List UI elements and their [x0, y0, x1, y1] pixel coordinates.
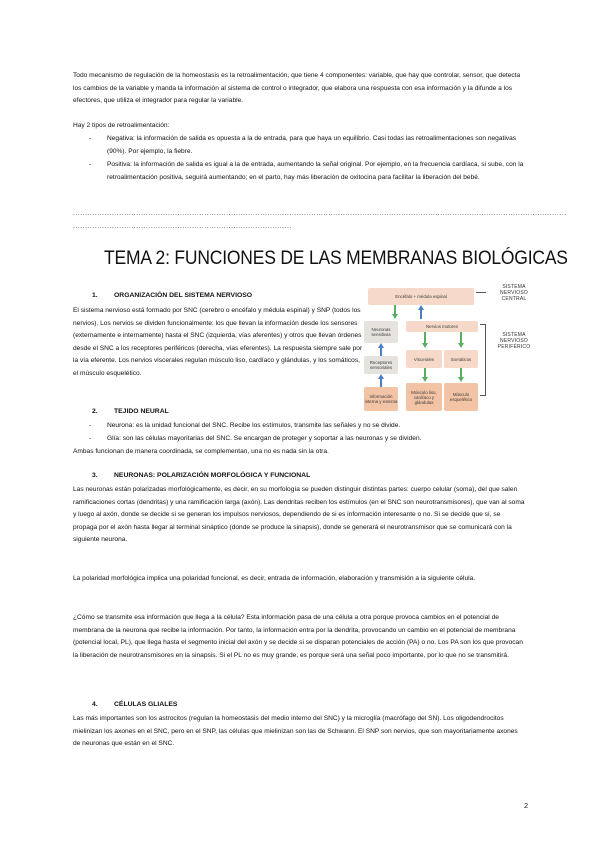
section-2-text: Ambas funcionan de manera coordinada, se complementan, una no es nada sin la otra.: [73, 448, 329, 455]
diagram-somatic-effectors-box: Músculo esquelético: [444, 383, 478, 411]
diagram-visceral-box: Viscerales: [406, 350, 442, 368]
dotted-separator-2: ..........................................................................................: [73, 223, 292, 230]
dotted-separator-1: ...........................................................................................................................................................................................................: [73, 210, 567, 217]
nervous-system-diagram: [364, 284, 541, 415]
section-3-number: 3.: [92, 472, 98, 479]
feedback-type-positive-text: Positiva: la información de salida es igual a la de entrada, aumentando la señal original. Por ejemplo, en la frecuencia cardíaca, si sube, con la retroalimentación positiva, seguirá aumentando; en el parto, hay más liberación de oxitocina para facilitar la liberación del bebé.: [107, 161, 524, 181]
section-3-paragraph-1: Las neuronas están polarizadas morfológicamente, es decir, en su morfología se pueden distinguir distintas partes: cuerpo celular (soma), del que salen ramificaciones cortas (dendritas) y una ramificación larga (axón). Las dendritas reciben los estímulos (en el SNC son neurotransmisores), que van al soma y luego al axón, donde se decide si se generan los impulsos nerviosos, dependiendo de si es información interesante o no. Si se decide que sí, se propaga por el axón hasta llegar al terminal sináptico (donde se produce la sinapsis), donde se generará el neurotransmisor que se comunicará con la siguiente neurona.: [73, 486, 525, 544]
section-3-paragraph-3: ¿Cómo se transmite esa información que llega a la célula? Esta información pasa de una célula a otra porque provoca cambios en el potencial de membrana de la neurona que recibe la información. Por tanto, la información entra por la dendrita, provocando un cambio en el potencial de membrana (potencial local, PL), que llega hasta el segmento inicial del axón y se decide si se disparan potenciales de acción (PA) o no. Los PA son los que provocan la liberación de neurotransmisores en la sinapsis. Si el PL no es muy grande, es porque será una señal poco importante, por lo que no se transmitirá.: [73, 614, 523, 659]
feedback-type-negative-text: Negativa: la información de salida es opuesta a la de entrada, para que haya un equilibrio. Casi todas las retroalimentaciones son negativas (90%). Por ejemplo, la fiebre.: [107, 135, 517, 155]
section-4-heading: [92, 701, 177, 708]
section-2-heading: [92, 408, 169, 415]
section-3-paragraph-2: La polaridad morfológica implica una polaridad funcional, es decir, entrada de información, elaboración y transmisión a la siguiente célula.: [73, 575, 476, 582]
diagram-label-pns: SISTEMA NERVIOSO PERIFÉRICO: [497, 332, 531, 350]
intro-paragraph: Todo mecanismo de regulación de la homeostasis es la retroalimentación, que tiene 4 componentes: variable, que hay que controlar, sensor, que detecta los cambios de la variable y manda la información al sistema de control o integrador, que elabora una respuesta con esa información y la difunde a los efectores, que utiliza el integrador para regular la variable.: [73, 72, 521, 105]
section-2-heading-text: TEJIDO NEURAL: [114, 408, 169, 415]
feedback-type-positive: - Positiva: la información de salida es igual a la de entrada, aumentando la señal original. Por ejemplo, en la frecuencia cardíaca, si sube, con la retroalimentación positiva, seguirá aumentando; en el parto, hay más liberación de oxitocina para facilitar la liberación del bebé.: [94, 159, 525, 184]
page-title: TEMA 2: FUNCIONES DE LAS MEMBRANAS BIOLÓGICAS: [104, 248, 568, 269]
feedback-type-negative: - Negativa: la información de salida es opuesta a la de entrada, para que haya un equilibrio. Casi todas las retroalimentaciones son negativas (90%). Por ejemplo, la fiebre.: [94, 133, 525, 158]
section-3-heading: [92, 472, 310, 479]
section-2-item-neurona-text: Neurona: es la unidad funcional del SNC. Recibe los estímulos, transmite las señales y no se divide.: [107, 422, 401, 429]
section-1-text: El sistema nervioso está formado por SNC (cerebro o encéfalo y médula espinal) y SNP (todos los nervios). Los nervios se dividen funcionalmente: los que llevan la información desde los sensores (externamente e internamente) hasta el SNC (izquierda, vías aferentes) y otros que llevan órdenes desde el SNC a los receptores periféricos (derecha, vías eferentes). La respuesta siempre sale por la vía eferente. Los nervios viscerales regulan músculo liso, cardíaco y glándulas, y los somáticos, el músculo esquelético.: [73, 307, 363, 377]
section-3-heading-text: NEURONAS: POLARIZACIÓN MORFOLÓGICA Y FUNCIONAL: [114, 472, 311, 479]
section-2-item-neurona: - Neurona: es la unidad funcional del SNC. Recibe los estímulos, transmite las señales y no se divide.: [94, 420, 525, 433]
diagram-label-cns: SISTEMA NERVIOSO CENTRAL: [500, 284, 528, 302]
feedback-types-title: Hay 2 tipos de retroalimentación:: [73, 122, 170, 129]
section-4-text: Las más importantes son los astrocitos (regulan la homeostasis del medio interno del SNC) y la microglía (macrófago del SN). Los oligodendrocitos mielinizan los axones en el SNC, pero en el SNP, las células que mielinizan son las de Schwann. El SNP son nervios, que son mayoritariamente axones de neuronas que están en el SNC.: [73, 715, 518, 748]
diagram-info-box: Información interna y externa: [364, 387, 398, 411]
section-2-item-glia-text: Glía: son las células mayoritarias del SNC. Se encargan de proteger y soportar a las neuronas y se dividen.: [107, 435, 422, 442]
page-number: 2: [524, 803, 528, 810]
diagram-motor-box: Nervios motores: [406, 321, 478, 332]
diagram-cns-box: Encéfalo + médula espinal: [368, 288, 474, 305]
diagram-somatic-box: Somáticos: [444, 350, 478, 368]
section-1-heading: [92, 292, 252, 299]
section-2-number: 2.: [92, 408, 98, 415]
section-4-number: 4.: [92, 701, 98, 708]
section-2-item-glia: - Glía: son las células mayoritarias del SNC. Se encargan de proteger y soportar a las neuronas y se dividen.: [94, 433, 525, 446]
section-1-heading-text: ORGANIZACIÓN DEL SISTEMA NERVIOSO: [114, 292, 253, 299]
section-4-heading-text: CÉLULAS GLIALES: [114, 701, 178, 708]
diagram-receptors-box: Receptores sensoriales: [364, 356, 398, 374]
diagram-sensory-box: Neuronas sensitivas: [364, 321, 398, 343]
section-1-number: 1.: [92, 292, 98, 299]
diagram-visceral-effectors-box: Músculo liso, cardíaco y glándulas: [406, 383, 442, 411]
